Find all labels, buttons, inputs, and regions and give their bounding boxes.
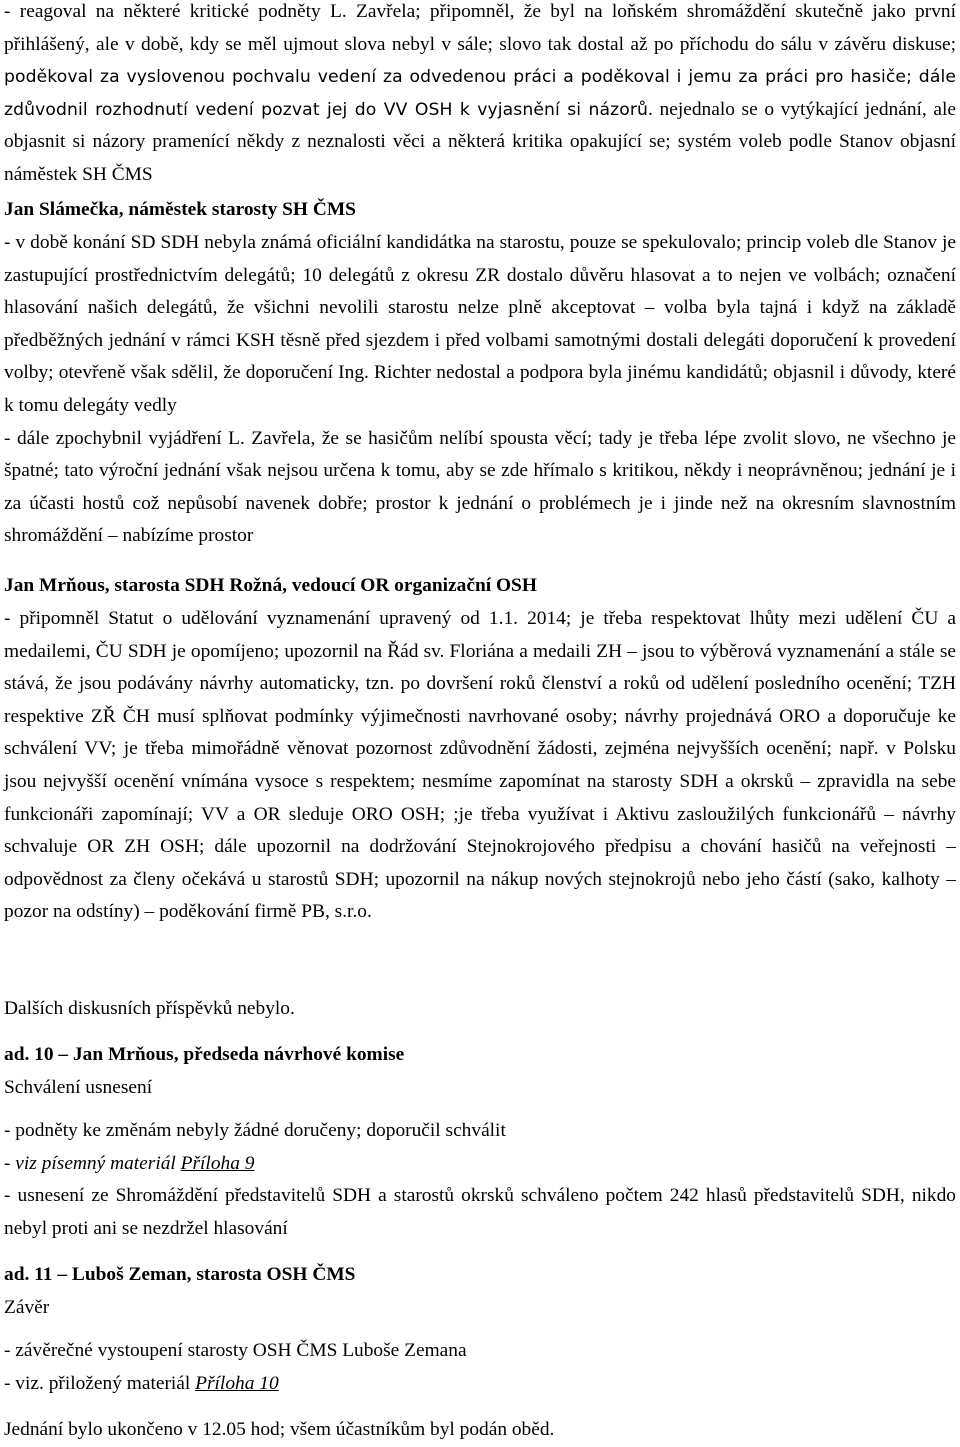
subtitle-ad11: Závěr [4,1296,50,1318]
speaker-heading-mrnous: Jan Mrňous, starosta SDH Rožná, vedoucí OR organizační OSH [4,575,537,596]
no-more-contributions: Dalších diskusních příspěvků nebylo. [4,998,295,1019]
ad11-line1: - závěrečné vystoupení starosty OSH ČMS Luboše Zemana [4,1340,467,1362]
ad10-line3: - usnesení ze Shromáždění představitelů SDH a starostů okrsků schváleno počtem 242 hlasů představitelů SDH, nikdo nebyl proti ani se nezdržel hlasování [4,1185,956,1239]
closing-statement: Jednání bylo ukončeno v 12.05 hod; všem účastníkům byl podán oběd. [4,1419,555,1440]
attachment-link-priloha-9[interactable]: Příloha 9 [180,1152,255,1174]
text-reply-start: - reagoval na některé kritické podněty L. Zavřela; připomněl, že byl na loňském shromáždění skutečně jako první přihlášený, ale v době, kdy se měl ujmout slova nebyl v sále; slovo tak dostal až po příchodu do sálu v závěru diskuse; [4,1,956,55]
text-slamecka-criticism: - dále zpochybnil vyjádření L. Zavřela, že se hasičům nelíbí spousta věcí; tady je třeba lépe zvolit slovo, ne všechno je špatné; tato výroční jednání však nejsou určena k tomu, aby se zde hřímalo s kritikou, někdy i neoprávněnou; jednání je i za účasti hostů což nepůsobí navenek dobře; prostor k jednání o problémech je i jinde než na okresním slavnostním shromáždění – nabízíme prostor [4,427,956,547]
heading-ad11: ad. 11 – Luboš Zeman, starosta OSH ČMS [4,1264,356,1285]
paragraph-zeman-reply [4,0,956,192]
speaker-heading-slamecka: Jan Slámečka, náměstek starosty SH ČMS [4,199,356,220]
paragraph-mrnous: - připomněl Statut o udělování vyznamenání upravený od 1.1. 2014; je třeba respektovat lhůty mezi udělení ČU a medailemi, ČU SDH je opomíjeno; upozornil na Řád sv. Floriána a medaili ZH – jsou to výběrová vyznamenání a stále se stává, že jsou podávány návrhy automaticky, tzn. po dovršení roků členství a roků od udělení posledního ocenění; TZH respektive ZŘ ČH musí splňovat podmínky výjimečnosti navrhované osoby; návrhy projednává ORO a doporučuje ke schválení VV; je třeba mimořádně věnovat pozornost zdůvodnění žádosti, zejména nejvyšších ocenění; např. v Polsku jsou nejvyšší ocenění vnímána vysoce s respektem; nesmíme zapomínat na starosty SDH a okrsků – zpravidla na sebe funkcionáři zapomínají; VV a OR sleduje ORO OSH; ;je třeba využívat i Aktivu zasloužilých funkcionářů – návrhy schvaluje OR ZH OSH; dále upozornil na dodržování Stejnokrojového předpisu a chování hasičů na veřejnosti – odpovědnost za členy očekává u starostů SDH; upozornil na nákup nových stejnokrojů nebo jeho částí (sako, kalhoty – pozor na odstíny) – poděkování firmě PB, s.r.o. [4,608,956,923]
section-ad10 [4,1039,956,1246]
ad10-line2 [4,1148,956,1181]
text-reply-thanks: poděkoval za vyslovenou pochvalu vedení za odvedenou práci a poděkoval i jemu za práci pro hasiče; dále zdůvodnil rozhodnutí vedení pozvat jej do VV OSH k vyjasnění si názorů [4,67,956,120]
attachment-link-priloha-10[interactable]: Příloha 10 [195,1372,279,1394]
ad10-line1: - podněty ke změnám nebyly žádné doručeny; doporučil schválit [4,1120,506,1142]
subtitle-ad10: Schválení usnesení [4,1076,153,1098]
paragraph-slamecka [4,227,956,553]
text-slamecka-elections: - v době konání SD SDH nebyla známá oficiální kandidátka na starostu, pouze se spekulovalo; princip voleb dle Stanov je zastupující prostřednictvím delegátů; 10 delegátů z okresu ZR dostalo důvěru hlasovat a to nejen ve volbách; označení hlasování našich delegátů, že všichni nevolili starostu nelze plně akceptovat – volba byla tajná i když na základě předběžných jednání v rámci KSH těsně před sjezdem i před volbami samotnými dostali delegáti doporučení k provedení volby; otevřeně však sdělil, že doporučení Ing. Richter nedostal a podpora byla jinému kandidátů; objasnil i důvody, které k tomu delegáty vedly [4,232,956,416]
ad11-line2 [4,1368,956,1401]
section-ad11 [4,1259,956,1400]
text-reply-end: . nejednalo se o vytýkající jednání, ale objasnit si názory pramenící někdy z neznalosti věci a některá kritika opakující se; systém voleb podle Stanov objasní náměstek SH ČMS [4,98,956,185]
heading-ad10: ad. 10 – Jan Mrňous, předseda návrhové komise [4,1044,405,1065]
ad11-line2-prefix: - viz. přiložený materiál [4,1372,191,1394]
ad10-line2-prefix: - viz písemný materiál [4,1152,176,1174]
